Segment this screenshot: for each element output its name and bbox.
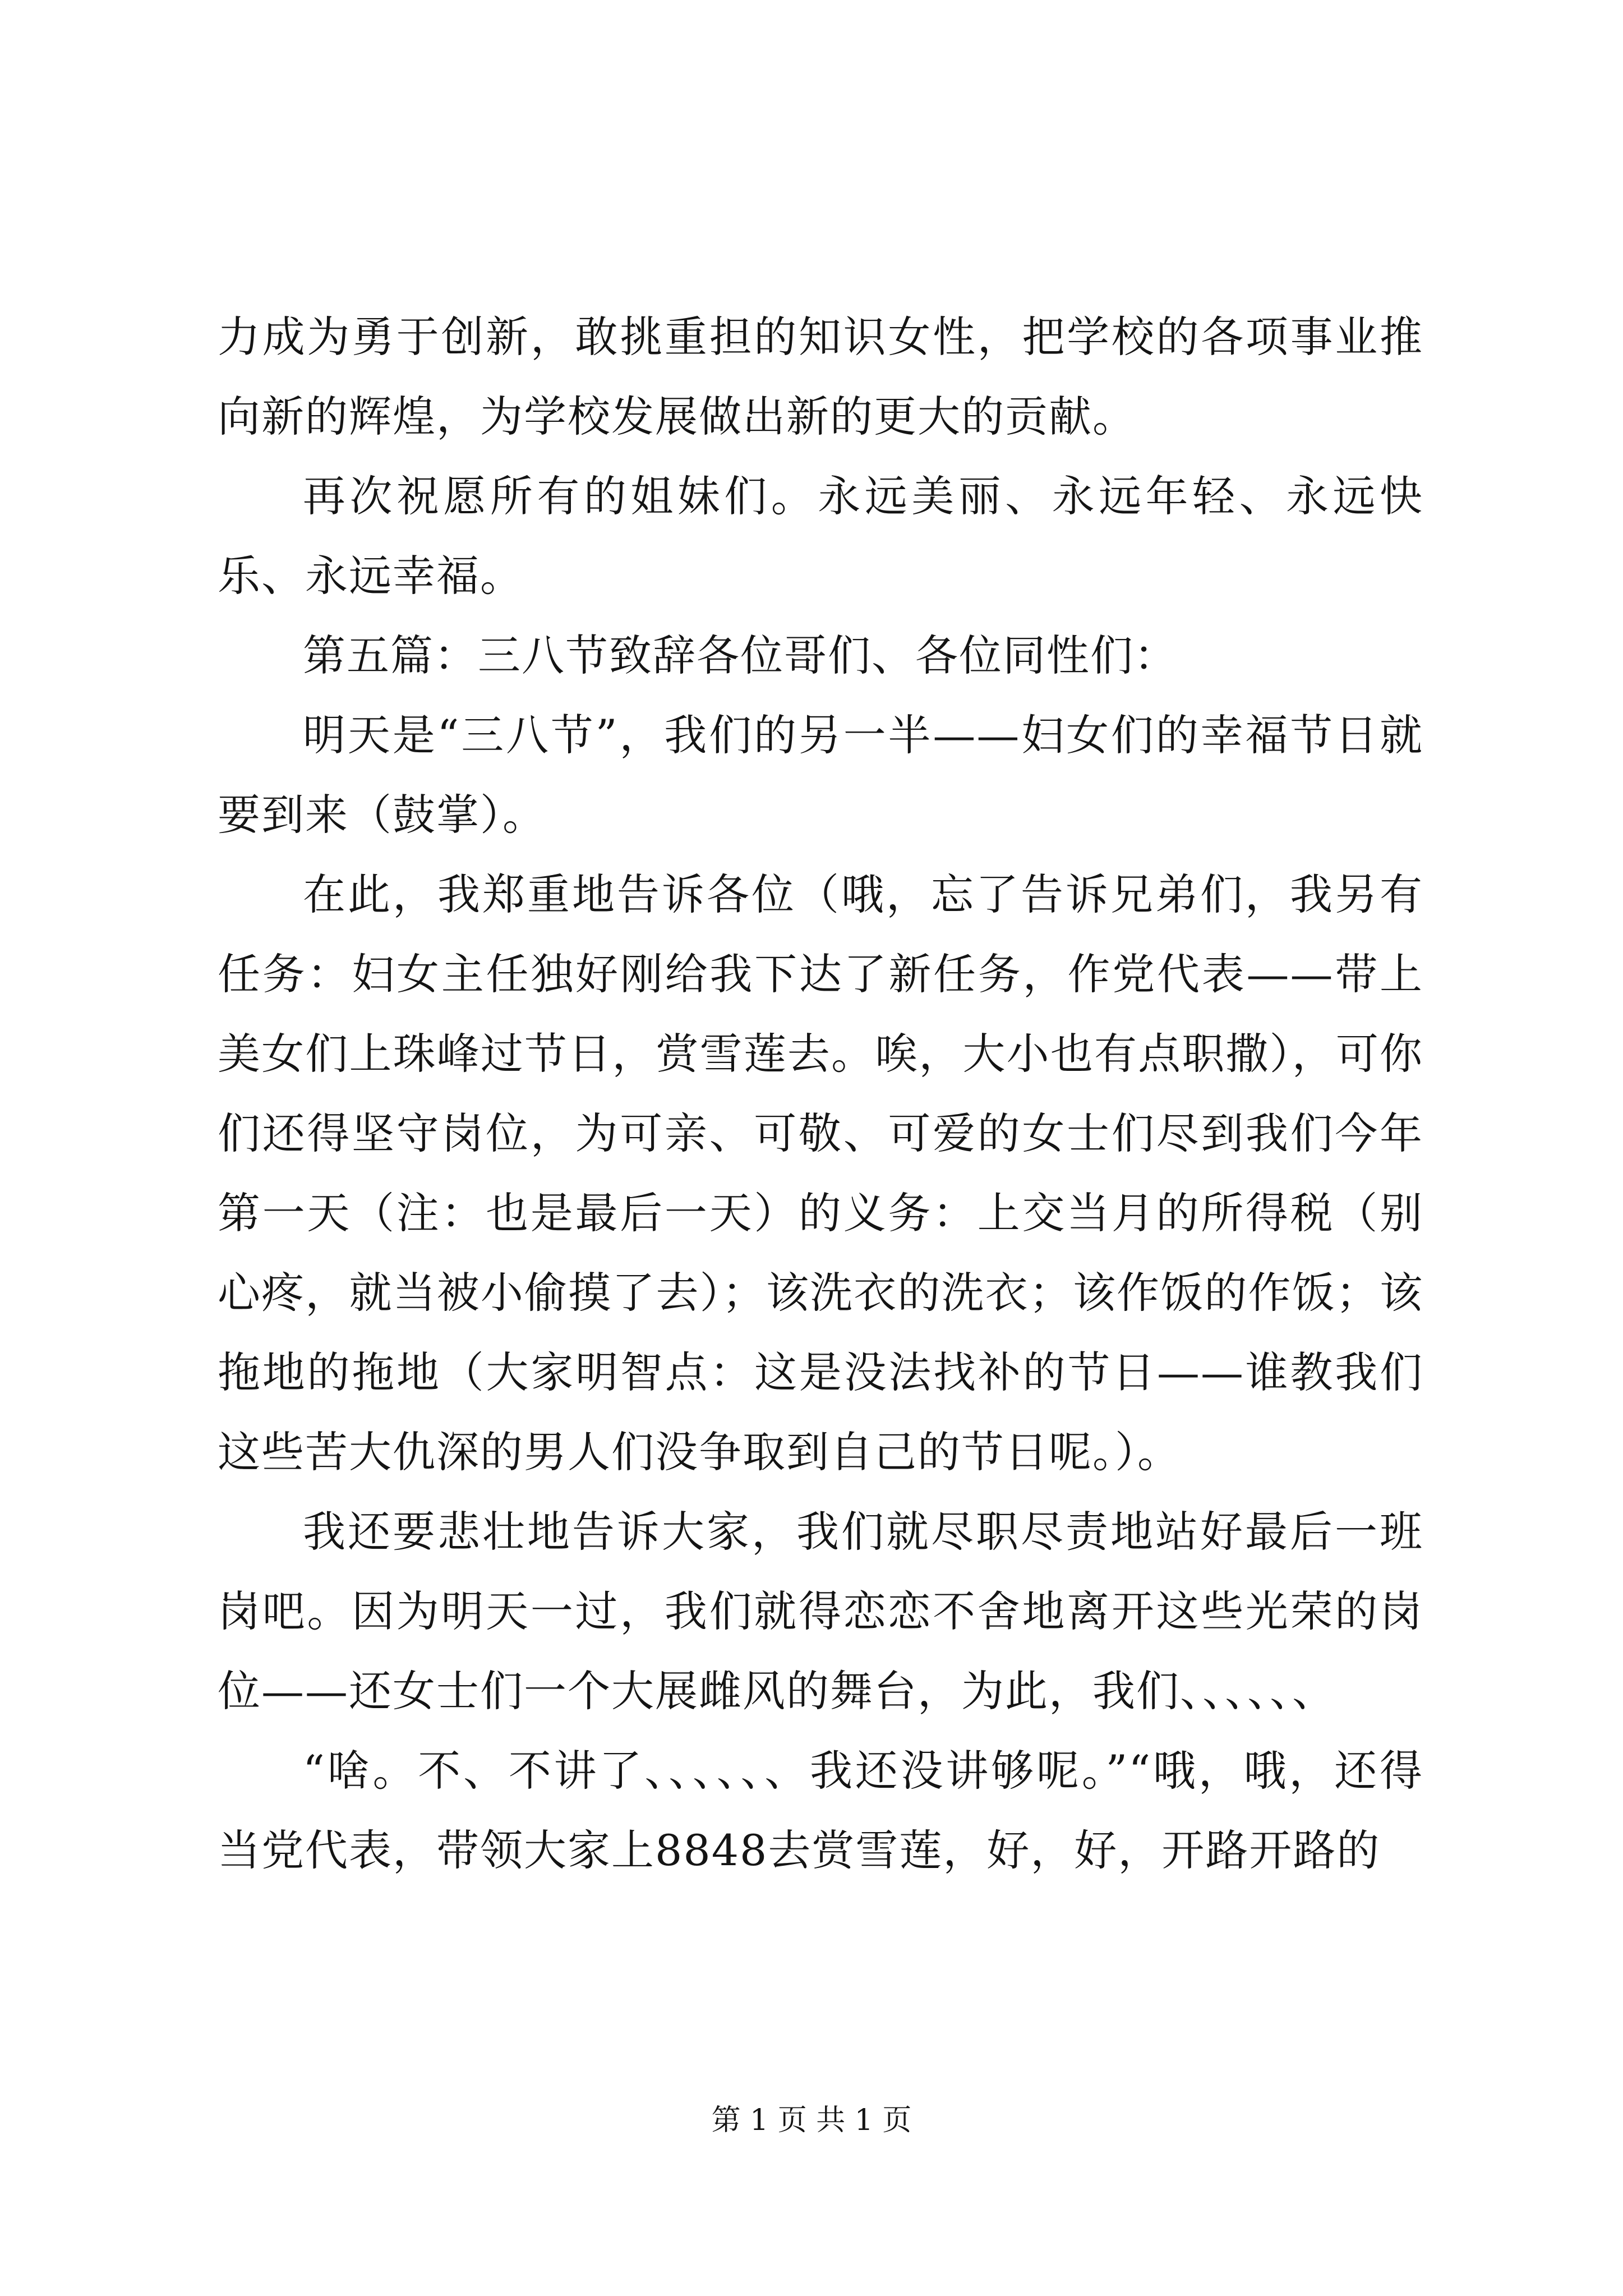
paragraph-6: 我还要悲壮地告诉大家，我们就尽职尽责地站好最后一班岗吧。因为明天一过，我们就得恋恋不舍地离开这些光荣的岗位——还女士们一个大展雌风的舞台，为此，我们、、、、、、	[218, 1507, 1423, 1716]
paragraph-7: “啥。不、不讲了、、、、、、我还没讲够呢。”“哦，哦，还得当党代表，带领大家上8848去赏雪莲，好，好，开路开路的	[218, 1746, 1423, 1875]
page-number-label: 第 1 页 共 1 页	[711, 2104, 912, 2137]
paragraph-4: 明天是“三八节”，我们的另一半——妇女们的幸福节日就要到来（鼓掌）。	[218, 710, 1423, 840]
paragraph-3-section-heading: 第五篇：三八节致辞各位哥们、各位同性们：	[303, 631, 1178, 680]
document-body	[218, 297, 1423, 1890]
paragraph-1: 力成为勇于创新，敢挑重担的知识女性，把学校的各项事业推向新的辉煌，为学校发展做出新的更大的贡献。	[218, 312, 1423, 441]
paragraph-2: 再次祝愿所有的姐妹们。永远美丽、永远年轻、永远快乐、永远幸福。	[218, 471, 1423, 601]
paragraph-5: 在此，我郑重地告诉各位（哦，忘了告诉兄弟们，我另有任务：妇女主任独好刚给我下达了新任务，作党代表——带上美女们上珠峰过节日，赏雪莲去。唉，大小也有点职撒），可你们还得坚守岗位，为可亲、可敬、可爱的女士们尽到我们今年第一天（注：也是最后一天）的义务：上交当月的所得税（别心疼，就当被小偷摸了去）；该洗衣的洗衣；该作饭的作饭；该拖地的拖地（大家明智点：这是没法找补的节日——谁教我们这些苦大仇深的男人们没争取到自己的节日呢。）。	[218, 869, 1423, 1477]
page-footer	[0, 2101, 1623, 2140]
